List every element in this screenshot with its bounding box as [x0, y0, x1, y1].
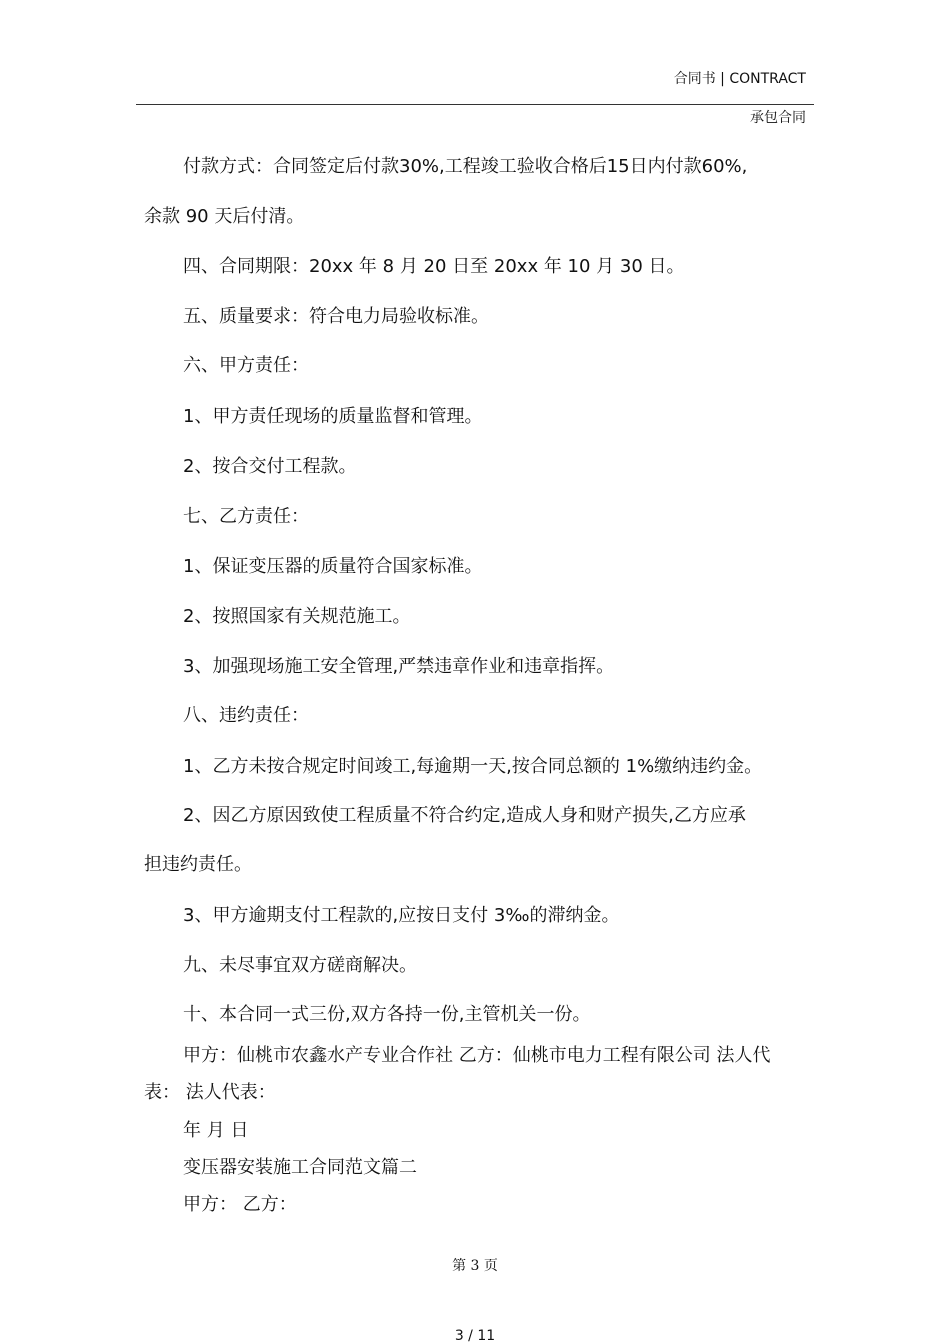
header-subtitle: 承包合同 [750, 110, 806, 126]
clause-ten: 十、本合同一式三份,双方各持一份,主管机关一份。 [183, 1004, 591, 1025]
breach-liability-heading: 八、违约责任： [183, 705, 309, 726]
party-a-duties-heading: 六、甲方责任： [183, 355, 309, 376]
quality-requirement: 五、质量要求：符合电力局验收标准。 [183, 306, 489, 327]
parties-line: 甲方： 乙方： [183, 1194, 297, 1215]
clause-nine: 九、未尽事宜双方磋商解决。 [183, 955, 417, 976]
payment-terms-continuation: 余款 90 天后付清。 [144, 206, 305, 227]
header-title: 合同书 | CONTRACT [673, 71, 806, 87]
signatories-line: 甲方：仙桃市农鑫水产专业合作社 乙方：仙桃市电力工程有限公司 法人代 [183, 1045, 771, 1066]
breach-clause-1: 1、乙方未按合规定时间竣工,每逾期一天,按合同总额的 1%缴纳违约金。 [183, 756, 763, 777]
header-divider [136, 104, 814, 105]
breach-clause-2: 2、因乙方原因致使工程质量不符合约定,造成人身和财产损失,乙方应承 [183, 805, 746, 826]
page-number-label: 第 3 页 [452, 1258, 498, 1274]
party-b-duty-2: 2、按照国家有关规范施工。 [183, 606, 411, 627]
date-line: 年 月 日 [183, 1120, 249, 1141]
party-b-duty-3: 3、加强现场施工安全管理,严禁违章作业和违章指挥。 [183, 656, 615, 677]
breach-clause-3: 3、甲方逾期支付工程款的,应按日支付 3‰的滞纳金。 [183, 905, 620, 926]
section-title: 变压器安装施工合同范文篇二 [183, 1157, 417, 1178]
signatories-continuation: 表： 法人代表： [144, 1082, 276, 1103]
payment-terms-line: 付款方式：合同签定后付款30%,工程竣工验收合格后15日内付款60%, [183, 156, 748, 177]
party-b-duties-heading: 七、乙方责任： [183, 506, 309, 527]
contract-period: 四、合同期限：20xx 年 8 月 20 日至 20xx 年 10 月 30 日。 [183, 256, 685, 277]
breach-clause-2-continuation: 担违约责任。 [144, 854, 252, 875]
party-a-duty-2: 2、按合交付工程款。 [183, 456, 357, 477]
party-b-duty-1: 1、保证变压器的质量符合国家标准。 [183, 556, 483, 577]
page-index: 3 / 11 [454, 1328, 496, 1344]
party-a-duty-1: 1、甲方责任现场的质量监督和管理。 [183, 406, 483, 427]
